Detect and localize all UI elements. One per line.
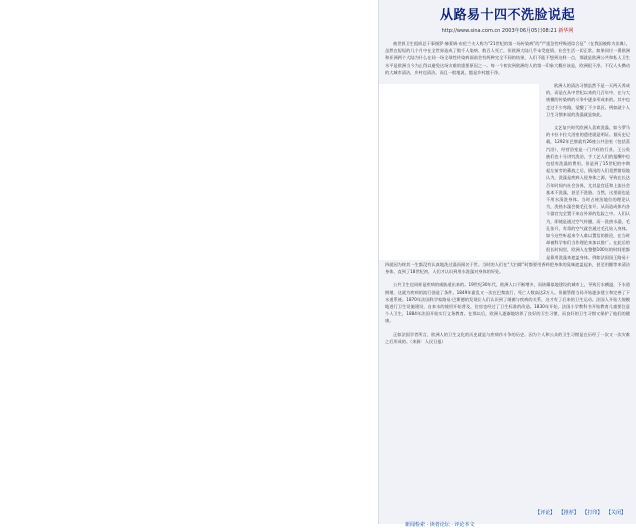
article-source: 新华网 — [558, 28, 574, 34]
paragraph-3: 文艺复兴时代欧洲人喜欢洗澡。如今罗马的卡拉卡拉大浴室的遗迹就是明证。据历史记载，1292年巴黎就有26座公共浴室（包括蒸汽浴），经营浴室是一门兴旺的行业。王公贵族们也十分讲究洗浴，手工艺人们的报酬中也包括有洗澡的费用。但是到了15世纪的中期起左前旁的蓄放之后，情况的人们竟然错误地认为，洗澡是疾病入侵身体之源，导致在长达百年时间内社会各界，尤其是宫廷和上流社会基本不洗澡，甚至不洗脸。当然，这里面也是不用水清洗身体。当时占统治地位的理论认为，洗热水澡会使毛孔张开，从而造成体内各个器官完全置于来自外界的危险之中。人们认为，即使是通过空气传播，而一洗热水澡，毛孔张开，有毒的空气就会通过毛孔钻入身体。如今这些听起来令人难以置信的推论，在当时却被科学家们当作理论来加以推广。在此后的很长时间里，欧洲人在整整100年的时间里都是靠用洗澡来遮盖身体。例如法国国王路易十四就因为终其一生都没有认真地洗过澡而闻名于世。当时的人们在“大扫除”时都要用香料把身体的臭味遮盖起来，甚至用醋等来清洁身体，直到了18世纪初，人们才认识到用水洗澡对身体的好处。 — [385, 125, 630, 275]
recommend-link[interactable]: 【推荐】 — [558, 510, 579, 516]
article-date: http://www.sina.com.cn 2003年06月05日08:21 — [441, 28, 557, 34]
paragraph-2: 欧洲人的清洁习惯虽然不是一天两天养成的，而是在从中世纪以来的几百年中，在与大规模的传染病的斗争中逐步形成来的。其中也走过不少弯路，觉醒了不少误区。例如就个人卫生习惯来说的洗澡就是如此。 — [546, 83, 630, 117]
comment-link[interactable]: 【评论】 — [535, 510, 556, 516]
print-link[interactable]: 【打印】 — [582, 510, 603, 516]
paragraph-4: 公共卫生也同样是疾病的威胁道出来的。19世纪30年代，欧洲人口不断增多，而炫耀似地建设的城市上，导致污水横溢，下水道拥堵，这就为疾病的流行创造了条件。1849年霍乱又一次在巴黎流行，死亡人数高达2万人。但做管理当局开始逐步建立和完善了下水道系统。1870年法国科学家路易·巴斯德的发现让人们认识到了细菌与疾病的关系，这才有了后来的卫生运动。法国人开始大规模地进行卫生设施建设，自来水的使用开始普及，住房也经过了卫生标准的改造。1830年开始，法国小学教科书开始教育儿童要注意个人卫生，1884年法国开始实行义务教育。在那以后，欧洲人逐渐地培养了良好的卫生习惯，而良好的卫生习惯又保护了他们的健康。 — [385, 282, 630, 324]
article-title: 从路易十四不洗脸说起 — [439, 8, 575, 23]
paragraph-5: 正如法国学者所言，欧洲人的卫生文化的历史就是与疾病作斗争的历史。因为个人和公众的卫生习惯是在历经了一次又一次灾难之后形成的。（来源：人民日报） — [385, 331, 630, 344]
article-actions — [533, 509, 626, 516]
article-panel — [378, 0, 636, 528]
bottom-nav-link[interactable]: 新闻检索 · 读者论坛 · 评论本文 — [405, 522, 475, 528]
article-meta — [379, 27, 636, 34]
paragraph-1: 被世界卫生组织总干事指罗·赫莱姆·布伦兰夫人称为“21世纪的第一场传染病”的“严重急性呼吸道综合征”（在我国被称为非典），虽然在短短的几个月中在全世界造成了数千人染病、数百人死亡，但欧洲大陆几乎未受疫情。社会生活一切正常。如果同讨一番欧洲和亚洲两个大陆为什么在同一场全球性传染病面前会有两种完全不同的结果，人们不能不想到这样一点，那就是欧洲公共和私人卫生水平是欧洲当今为止得以避免这场灾难的重要原因之一。每一个初次到欧洲的人的第一印象大概应该是，欧洲很干净。不仅人头攒动的大城市清洁，乡村也清洁。而且一般地说，越是乡村越干净。 — [385, 41, 630, 75]
inset-image-placeholder — [379, 84, 540, 260]
close-link[interactable]: 【关闭】 — [605, 510, 626, 516]
article-body — [379, 40, 636, 345]
